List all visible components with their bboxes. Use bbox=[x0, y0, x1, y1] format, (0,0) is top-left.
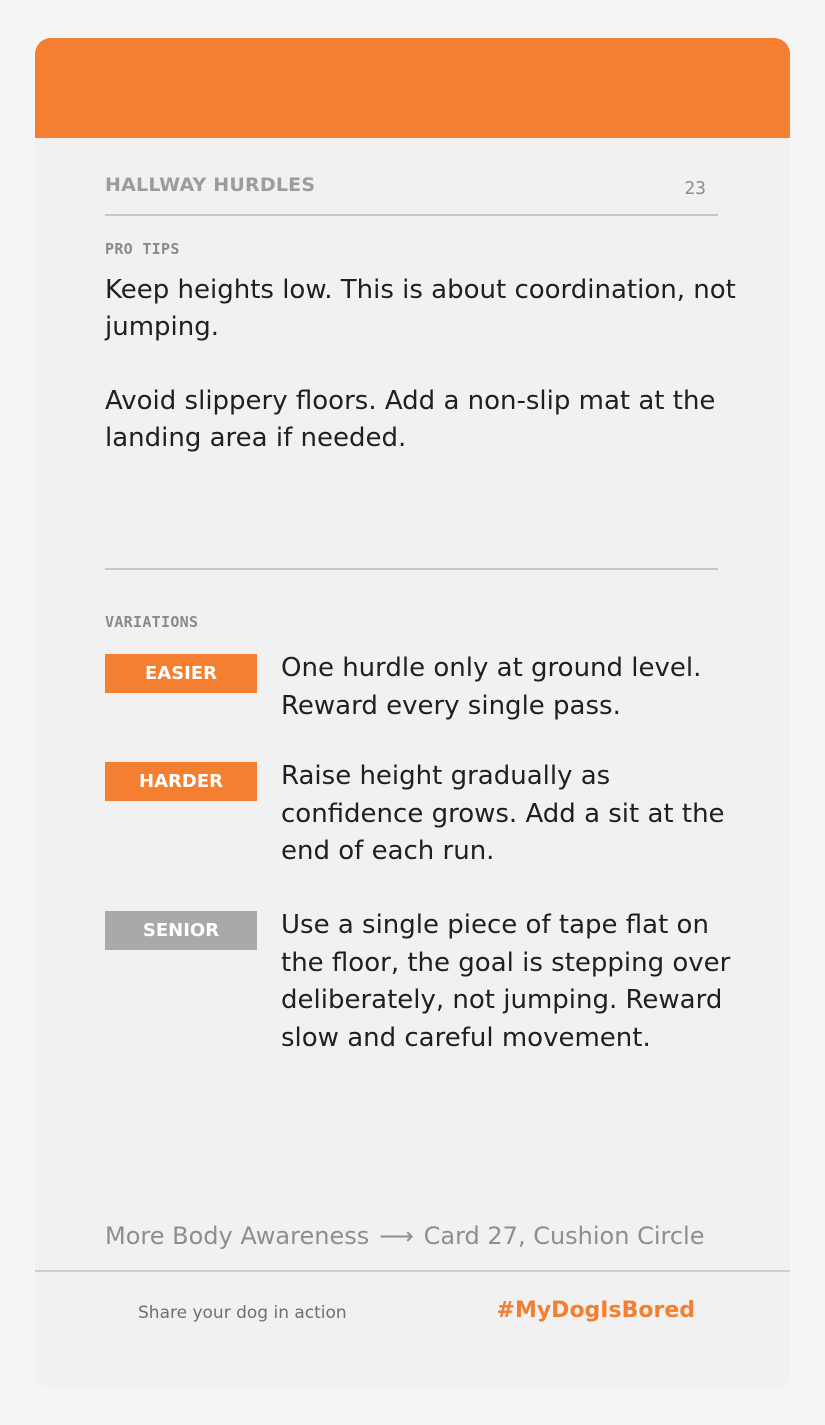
more-link-row[interactable] bbox=[105, 1222, 765, 1250]
easier-text: One hurdle only at ground level. Reward every single pass. bbox=[281, 653, 702, 721]
card-title: HALLWAY HURDLES bbox=[105, 174, 316, 196]
pro-tip-paragraph: Avoid slippery floors. Add a non-slip mat at the landing area if needed. bbox=[105, 386, 716, 453]
variations-label: VARIATIONS bbox=[105, 613, 199, 631]
senior-text: Use a single piece of tape flat on the floor, the goal is stepping over deliberately, not jumping. Reward slow and careful movement. bbox=[281, 910, 731, 1053]
title-row bbox=[105, 170, 718, 216]
arrow-right-icon: ⟶ bbox=[379, 1222, 414, 1250]
more-category: More Body Awareness bbox=[105, 1222, 370, 1250]
card-header-band bbox=[35, 38, 790, 138]
activity-card bbox=[35, 38, 790, 1388]
pro-tip-paragraph: Keep heights low. This is about coordination, not jumping. bbox=[105, 275, 736, 342]
footer-divider bbox=[35, 1270, 790, 1272]
section-divider bbox=[105, 568, 718, 570]
more-reference: Card 27, Cushion Circle bbox=[423, 1222, 705, 1250]
pro-tips-body bbox=[105, 272, 745, 494]
footer-share-text: Share your dog in action bbox=[138, 1303, 347, 1323]
senior-badge: SENIOR bbox=[105, 911, 257, 950]
card-number: 23 bbox=[684, 178, 706, 199]
harder-text: Raise height gradually as confidence grows. Add a sit at the end of each run. bbox=[281, 761, 725, 866]
harder-badge: HARDER bbox=[105, 762, 257, 801]
footer-hashtag[interactable]: #MyDogIsBored bbox=[496, 1298, 695, 1323]
pro-tips-label: PRO TIPS bbox=[105, 240, 180, 258]
easier-badge: EASIER bbox=[105, 654, 257, 693]
